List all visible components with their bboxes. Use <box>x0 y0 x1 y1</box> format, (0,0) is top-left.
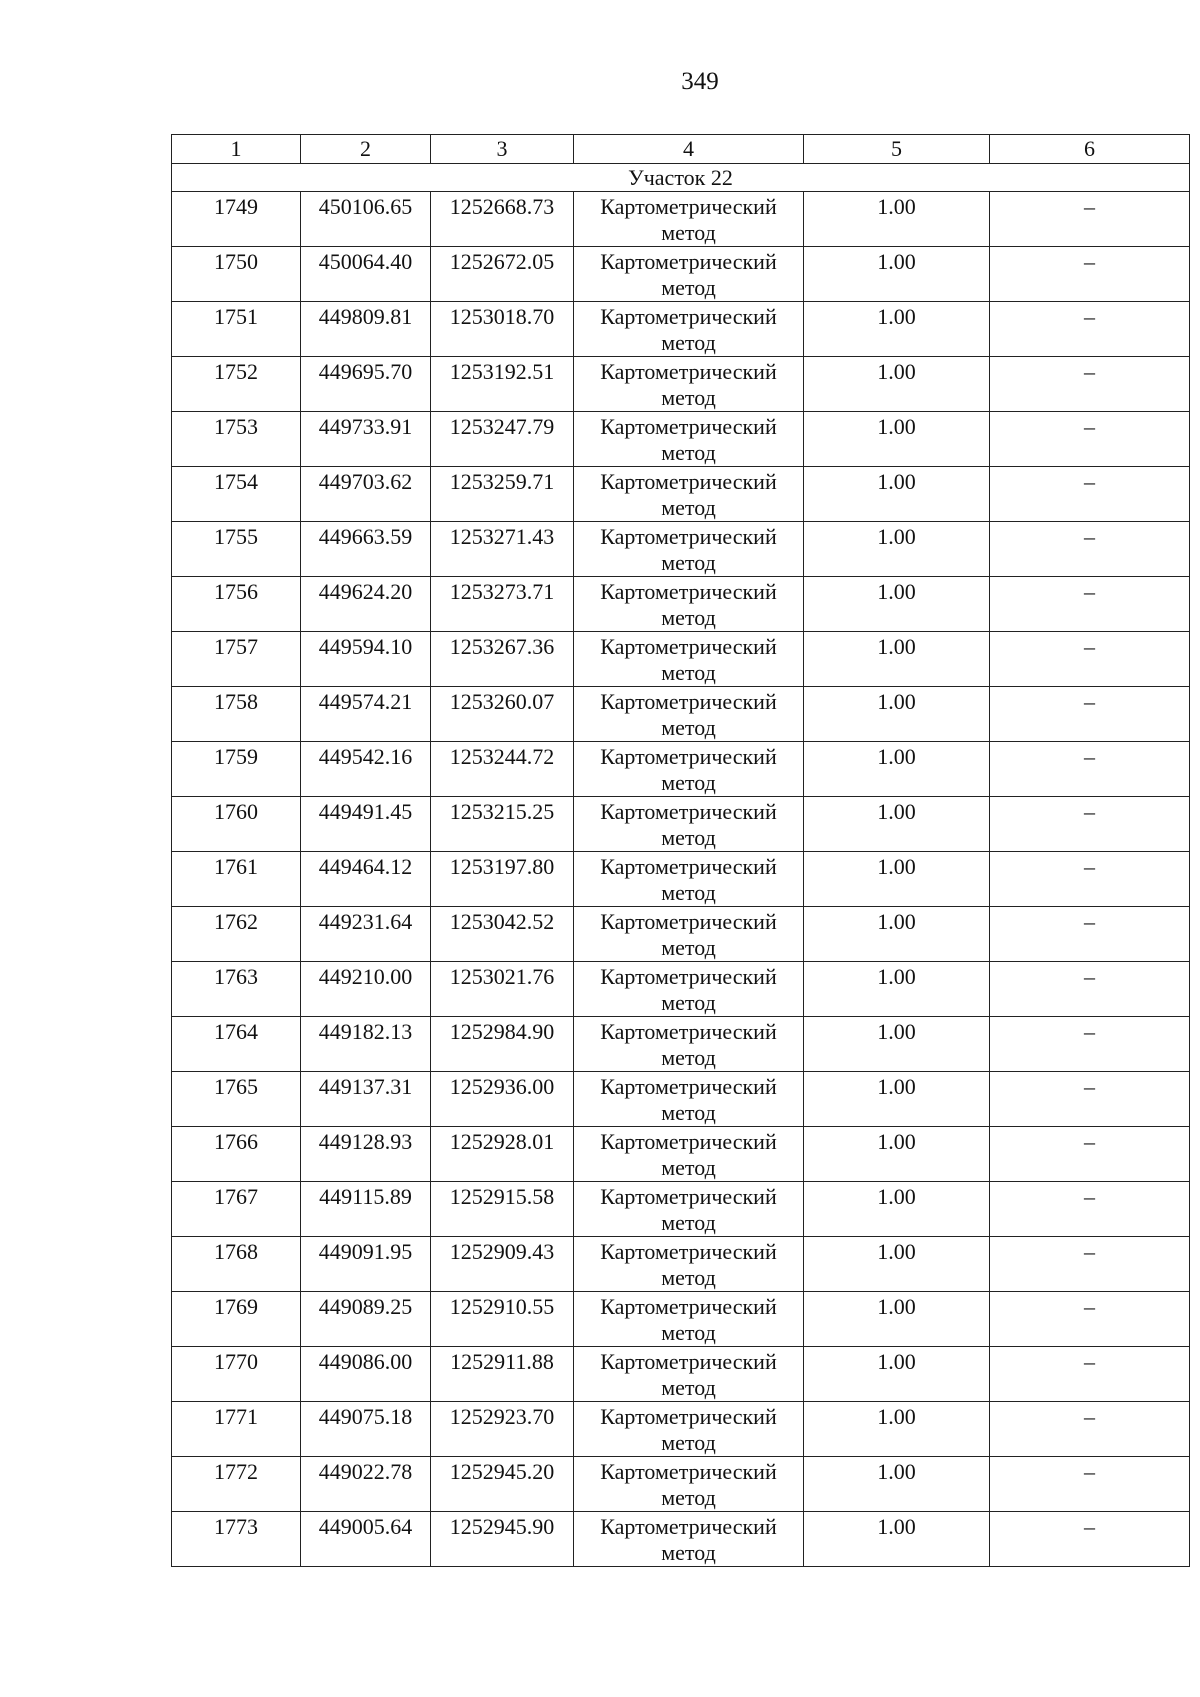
y-coordinate-cell: 1253267.36 <box>431 632 574 687</box>
point-number-cell: 1767 <box>172 1182 301 1237</box>
method-line-1: Картометрический <box>600 854 777 879</box>
note-cell: – <box>990 1292 1190 1347</box>
precision-cell: 1.00 <box>804 1347 990 1402</box>
note-cell: – <box>990 1127 1190 1182</box>
y-coordinate-cell: 1252910.55 <box>431 1292 574 1347</box>
x-coordinate-cell: 449542.16 <box>301 742 431 797</box>
point-number-cell: 1757 <box>172 632 301 687</box>
method-line-2: метод <box>661 880 716 905</box>
x-coordinate-cell: 449182.13 <box>301 1017 431 1072</box>
y-coordinate-cell: 1253021.76 <box>431 962 574 1017</box>
method-line-1: Картометрический <box>600 689 777 714</box>
method-line-2: метод <box>661 1210 716 1235</box>
note-cell: – <box>990 302 1190 357</box>
note-cell: – <box>990 742 1190 797</box>
method-line-1: Картометрический <box>600 1129 777 1154</box>
precision-cell: 1.00 <box>804 687 990 742</box>
table-row <box>172 357 1190 412</box>
method-line-1: Картометрический <box>600 1404 777 1429</box>
method-line-1: Картометрический <box>600 1349 777 1374</box>
point-number-cell: 1764 <box>172 1017 301 1072</box>
method-line-2: метод <box>661 990 716 1015</box>
column-header: 6 <box>990 135 1190 164</box>
method-line-1: Картометрический <box>600 1294 777 1319</box>
table-row <box>172 412 1190 467</box>
note-cell: – <box>990 962 1190 1017</box>
point-number-cell: 1763 <box>172 962 301 1017</box>
table-row <box>172 1457 1190 1512</box>
y-coordinate-cell: 1252672.05 <box>431 247 574 302</box>
point-number-cell: 1759 <box>172 742 301 797</box>
precision-cell: 1.00 <box>804 247 990 302</box>
table-row <box>172 1127 1190 1182</box>
x-coordinate-cell: 449210.00 <box>301 962 431 1017</box>
column-header: 3 <box>431 135 574 164</box>
precision-cell: 1.00 <box>804 412 990 467</box>
table-row <box>172 852 1190 907</box>
y-coordinate-cell: 1252945.20 <box>431 1457 574 1512</box>
method-cell <box>574 302 804 357</box>
table-row <box>172 467 1190 522</box>
y-coordinate-cell: 1253244.72 <box>431 742 574 797</box>
method-line-1: Картометрический <box>600 1514 777 1539</box>
method-line-2: метод <box>661 275 716 300</box>
table-row <box>172 1512 1190 1567</box>
x-coordinate-cell: 449128.93 <box>301 1127 431 1182</box>
note-cell: – <box>990 1182 1190 1237</box>
point-number-cell: 1754 <box>172 467 301 522</box>
y-coordinate-cell: 1253273.71 <box>431 577 574 632</box>
note-cell: – <box>990 907 1190 962</box>
page-number: 349 <box>681 68 719 95</box>
method-line-2: метод <box>661 330 716 355</box>
y-coordinate-cell: 1253271.43 <box>431 522 574 577</box>
precision-cell: 1.00 <box>804 1127 990 1182</box>
y-coordinate-cell: 1252911.88 <box>431 1347 574 1402</box>
x-coordinate-cell: 450106.65 <box>301 192 431 247</box>
method-line-1: Картометрический <box>600 1459 777 1484</box>
x-coordinate-cell: 449624.20 <box>301 577 431 632</box>
method-cell <box>574 1457 804 1512</box>
table-row <box>172 1402 1190 1457</box>
table-row <box>172 247 1190 302</box>
precision-cell: 1.00 <box>804 962 990 1017</box>
x-coordinate-cell: 449491.45 <box>301 797 431 852</box>
precision-cell: 1.00 <box>804 1402 990 1457</box>
precision-cell: 1.00 <box>804 797 990 852</box>
note-cell: – <box>990 797 1190 852</box>
precision-cell: 1.00 <box>804 632 990 687</box>
point-number-cell: 1752 <box>172 357 301 412</box>
method-line-1: Картометрический <box>600 634 777 659</box>
point-number-cell: 1766 <box>172 1127 301 1182</box>
x-coordinate-cell: 449075.18 <box>301 1402 431 1457</box>
method-cell <box>574 467 804 522</box>
x-coordinate-cell: 449695.70 <box>301 357 431 412</box>
point-number-cell: 1761 <box>172 852 301 907</box>
y-coordinate-cell: 1253215.25 <box>431 797 574 852</box>
table-row <box>172 1072 1190 1127</box>
precision-cell: 1.00 <box>804 357 990 412</box>
precision-cell: 1.00 <box>804 192 990 247</box>
note-cell: – <box>990 467 1190 522</box>
method-cell <box>574 522 804 577</box>
note-cell: – <box>990 1402 1190 1457</box>
point-number-cell: 1751 <box>172 302 301 357</box>
note-cell: – <box>990 1017 1190 1072</box>
column-header: 5 <box>804 135 990 164</box>
point-number-cell: 1753 <box>172 412 301 467</box>
method-line-2: метод <box>661 1540 716 1565</box>
x-coordinate-cell: 449733.91 <box>301 412 431 467</box>
method-line-2: метод <box>661 1100 716 1125</box>
point-number-cell: 1755 <box>172 522 301 577</box>
method-line-1: Картометрический <box>600 909 777 934</box>
table-row <box>172 1292 1190 1347</box>
note-cell: – <box>990 1512 1190 1567</box>
point-number-cell: 1772 <box>172 1457 301 1512</box>
y-coordinate-cell: 1252909.43 <box>431 1237 574 1292</box>
x-coordinate-cell: 449091.95 <box>301 1237 431 1292</box>
method-line-2: метод <box>661 825 716 850</box>
precision-cell: 1.00 <box>804 742 990 797</box>
note-cell: – <box>990 1237 1190 1292</box>
table-row <box>172 907 1190 962</box>
method-cell <box>574 1402 804 1457</box>
y-coordinate-cell: 1253018.70 <box>431 302 574 357</box>
table-row <box>172 522 1190 577</box>
method-cell <box>574 632 804 687</box>
coordinates-table <box>171 134 1190 1567</box>
note-cell: – <box>990 1457 1190 1512</box>
method-cell <box>574 247 804 302</box>
method-line-2: метод <box>661 770 716 795</box>
table-row <box>172 192 1190 247</box>
point-number-cell: 1758 <box>172 687 301 742</box>
method-cell <box>574 852 804 907</box>
method-cell <box>574 1072 804 1127</box>
method-line-1: Картометрический <box>600 304 777 329</box>
y-coordinate-cell: 1253192.51 <box>431 357 574 412</box>
note-cell: – <box>990 247 1190 302</box>
point-number-cell: 1760 <box>172 797 301 852</box>
section-row <box>172 164 1190 192</box>
method-line-1: Картометрический <box>600 469 777 494</box>
method-cell <box>574 357 804 412</box>
x-coordinate-cell: 449231.64 <box>301 907 431 962</box>
y-coordinate-cell: 1253247.79 <box>431 412 574 467</box>
y-coordinate-cell: 1252928.01 <box>431 1127 574 1182</box>
table-row <box>172 742 1190 797</box>
y-coordinate-cell: 1252668.73 <box>431 192 574 247</box>
precision-cell: 1.00 <box>804 302 990 357</box>
precision-cell: 1.00 <box>804 1072 990 1127</box>
method-line-2: метод <box>661 1485 716 1510</box>
method-cell <box>574 1017 804 1072</box>
column-number-header-row <box>172 135 1190 164</box>
x-coordinate-cell: 449086.00 <box>301 1347 431 1402</box>
point-number-cell: 1771 <box>172 1402 301 1457</box>
y-coordinate-cell: 1253042.52 <box>431 907 574 962</box>
table-row <box>172 1182 1190 1237</box>
precision-cell: 1.00 <box>804 1457 990 1512</box>
table-row <box>172 302 1190 357</box>
precision-cell: 1.00 <box>804 467 990 522</box>
note-cell: – <box>990 357 1190 412</box>
table-row <box>172 962 1190 1017</box>
x-coordinate-cell: 450064.40 <box>301 247 431 302</box>
section-title: Участок 22 <box>172 164 1190 192</box>
x-coordinate-cell: 449005.64 <box>301 1512 431 1567</box>
precision-cell: 1.00 <box>804 1182 990 1237</box>
point-number-cell: 1750 <box>172 247 301 302</box>
y-coordinate-cell: 1252945.90 <box>431 1512 574 1567</box>
method-line-1: Картометрический <box>600 1074 777 1099</box>
method-cell <box>574 1292 804 1347</box>
note-cell: – <box>990 412 1190 467</box>
method-line-1: Картометрический <box>600 414 777 439</box>
y-coordinate-cell: 1253197.80 <box>431 852 574 907</box>
y-coordinate-cell: 1253259.71 <box>431 467 574 522</box>
note-cell: – <box>990 522 1190 577</box>
note-cell: – <box>990 1072 1190 1127</box>
method-line-2: метод <box>661 715 716 740</box>
table-row <box>172 797 1190 852</box>
method-line-1: Картометрический <box>600 1239 777 1264</box>
method-line-2: метод <box>661 550 716 575</box>
method-line-2: метод <box>661 660 716 685</box>
column-header: 2 <box>301 135 431 164</box>
method-cell <box>574 1237 804 1292</box>
point-number-cell: 1770 <box>172 1347 301 1402</box>
precision-cell: 1.00 <box>804 907 990 962</box>
precision-cell: 1.00 <box>804 1017 990 1072</box>
x-coordinate-cell: 449464.12 <box>301 852 431 907</box>
method-line-2: метод <box>661 440 716 465</box>
point-number-cell: 1765 <box>172 1072 301 1127</box>
y-coordinate-cell: 1253260.07 <box>431 687 574 742</box>
point-number-cell: 1749 <box>172 192 301 247</box>
method-line-2: метод <box>661 220 716 245</box>
point-number-cell: 1773 <box>172 1512 301 1567</box>
coordinates-table-wrapper <box>171 134 1189 1567</box>
note-cell: – <box>990 852 1190 907</box>
precision-cell: 1.00 <box>804 577 990 632</box>
method-line-1: Картометрический <box>600 744 777 769</box>
note-cell: – <box>990 632 1190 687</box>
point-number-cell: 1762 <box>172 907 301 962</box>
note-cell: – <box>990 1347 1190 1402</box>
method-cell <box>574 1512 804 1567</box>
method-line-1: Картометрический <box>600 524 777 549</box>
precision-cell: 1.00 <box>804 1512 990 1567</box>
point-number-cell: 1769 <box>172 1292 301 1347</box>
note-cell: – <box>990 192 1190 247</box>
method-cell <box>574 1347 804 1402</box>
x-coordinate-cell: 449574.21 <box>301 687 431 742</box>
method-cell <box>574 412 804 467</box>
y-coordinate-cell: 1252915.58 <box>431 1182 574 1237</box>
method-cell <box>574 797 804 852</box>
method-line-2: метод <box>661 1265 716 1290</box>
method-line-1: Картометрический <box>600 1184 777 1209</box>
method-cell <box>574 192 804 247</box>
x-coordinate-cell: 449022.78 <box>301 1457 431 1512</box>
method-line-2: метод <box>661 495 716 520</box>
table-row <box>172 687 1190 742</box>
method-line-2: метод <box>661 1320 716 1345</box>
precision-cell: 1.00 <box>804 1292 990 1347</box>
x-coordinate-cell: 449089.25 <box>301 1292 431 1347</box>
method-line-2: метод <box>661 385 716 410</box>
y-coordinate-cell: 1252936.00 <box>431 1072 574 1127</box>
method-cell <box>574 742 804 797</box>
x-coordinate-cell: 449663.59 <box>301 522 431 577</box>
point-number-cell: 1756 <box>172 577 301 632</box>
note-cell: – <box>990 577 1190 632</box>
point-number-cell: 1768 <box>172 1237 301 1292</box>
precision-cell: 1.00 <box>804 522 990 577</box>
method-line-2: метод <box>661 1375 716 1400</box>
method-line-1: Картометрический <box>600 359 777 384</box>
method-line-1: Картометрический <box>600 194 777 219</box>
method-cell <box>574 907 804 962</box>
column-header: 1 <box>172 135 301 164</box>
table-row <box>172 632 1190 687</box>
x-coordinate-cell: 449115.89 <box>301 1182 431 1237</box>
method-cell <box>574 1182 804 1237</box>
x-coordinate-cell: 449703.62 <box>301 467 431 522</box>
table-row <box>172 577 1190 632</box>
table-row <box>172 1237 1190 1292</box>
x-coordinate-cell: 449137.31 <box>301 1072 431 1127</box>
method-line-2: метод <box>661 1430 716 1455</box>
precision-cell: 1.00 <box>804 852 990 907</box>
y-coordinate-cell: 1252923.70 <box>431 1402 574 1457</box>
precision-cell: 1.00 <box>804 1237 990 1292</box>
method-line-1: Картометрический <box>600 964 777 989</box>
method-cell <box>574 687 804 742</box>
table-row <box>172 1017 1190 1072</box>
method-cell <box>574 1127 804 1182</box>
method-cell <box>574 962 804 1017</box>
method-line-2: метод <box>661 935 716 960</box>
column-header: 4 <box>574 135 804 164</box>
method-line-1: Картометрический <box>600 579 777 604</box>
note-cell: – <box>990 687 1190 742</box>
method-line-1: Картометрический <box>600 799 777 824</box>
method-line-1: Картометрический <box>600 1019 777 1044</box>
method-line-2: метод <box>661 1045 716 1070</box>
x-coordinate-cell: 449809.81 <box>301 302 431 357</box>
method-line-2: метод <box>661 1155 716 1180</box>
y-coordinate-cell: 1252984.90 <box>431 1017 574 1072</box>
method-cell <box>574 577 804 632</box>
x-coordinate-cell: 449594.10 <box>301 632 431 687</box>
method-line-1: Картометрический <box>600 249 777 274</box>
table-row <box>172 1347 1190 1402</box>
method-line-2: метод <box>661 605 716 630</box>
